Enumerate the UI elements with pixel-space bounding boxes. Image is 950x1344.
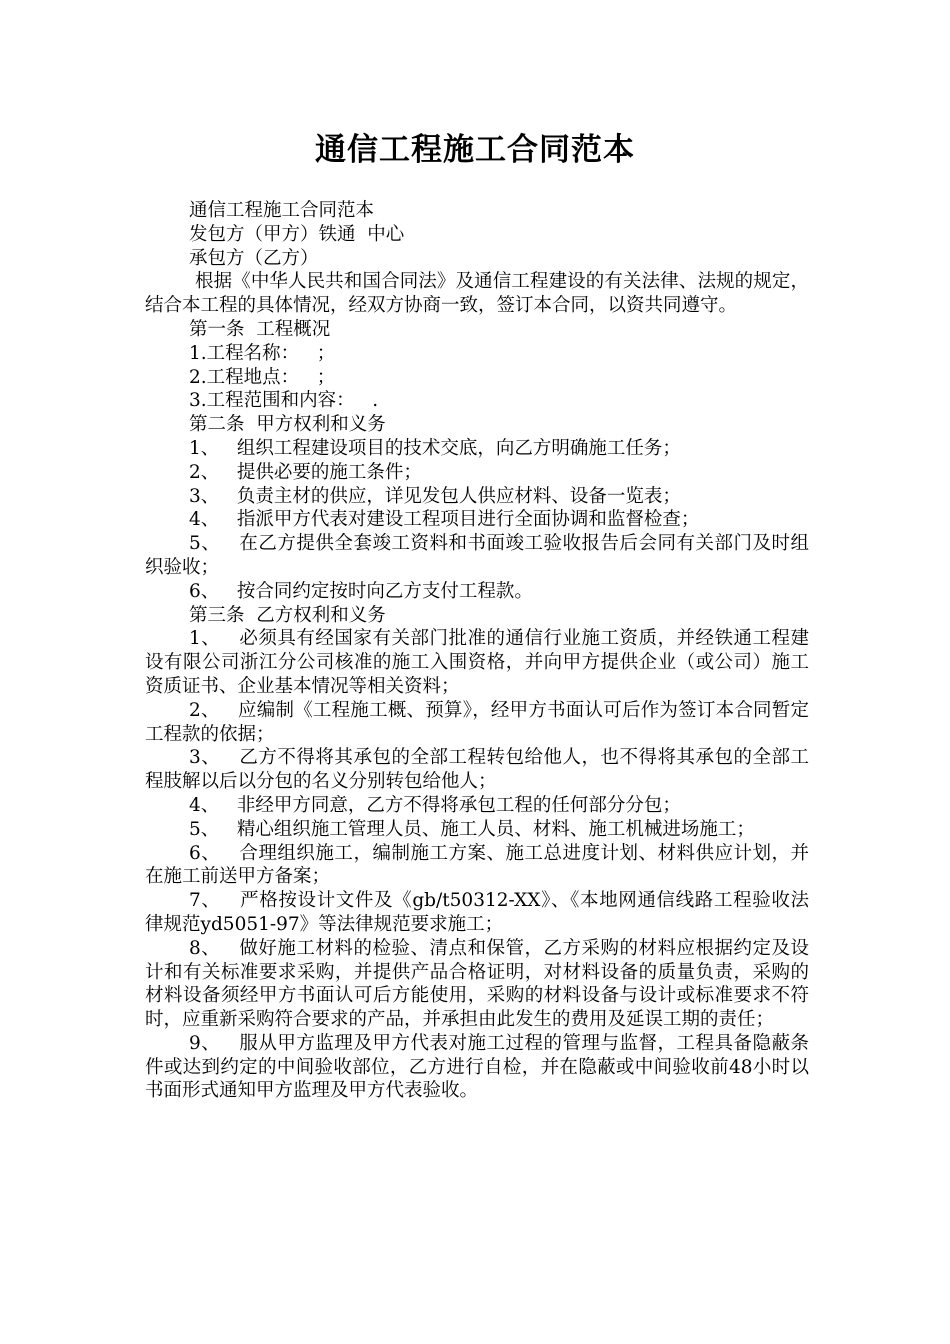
paragraph: 1.工程名称： ； — [189, 342, 336, 364]
section-heading: 第三条 乙方权利和义务 — [189, 604, 386, 626]
paragraph: 根据《中华人民共和国合同法》及通信工程建设的有关法律、法规的规定，结合本工程的具体情况，经双方协商一致，签订本合同，以资共同遵守。 — [145, 271, 809, 317]
list-item: 9、 服从甲方监理及甲方代表对施工过程的管理与监督，工程具备隐蔽条件或达到约定的中间验收部位，乙方进行自检，并在隐蔽或中间验收前48小时以书面形式通知甲方监理及甲方代表验收。 — [145, 1032, 809, 1102]
list-item: 2、 应编制《工程施工概、预算》，经甲方书面认可后作为签订本合同暂定工程款的依据； — [145, 699, 809, 745]
paragraph: 3.工程范围和内容： . — [189, 390, 379, 412]
list-item: 8、 做好施工材料的检验、清点和保管，乙方采购的材料应根据约定及设计和有关标准要求采购，并提供产品合格证明，对材料设备的质量负责，采购的材料设备须经甲方书面认可后方能使用，采购的材料设备与设计或标准要求不符时，应重新采购符合要求的产品，并承担由此发生的费用及延误工期的责任； — [145, 937, 809, 1031]
list-item: 7、 严格按设计文件及《gb/t50312-XX》、《本地网通信线路工程验收法律规范yd5051-97》等法律规范要求施工； — [145, 890, 809, 935]
document-title: 通信工程施工合同范本 — [315, 132, 635, 168]
paragraph: 通信工程施工合同范本 — [189, 200, 375, 221]
list-item: 5、 精心组织施工管理人员、施工人员、材料、施工机械进场施工； — [189, 818, 755, 840]
list-item: 6、 按合同约定按时向乙方支付工程款。 — [189, 580, 533, 602]
list-item: 4、 非经甲方同意，乙方不得将承包工程的任何部分分包； — [189, 794, 681, 816]
list-item: 5、 在乙方提供全套竣工资料和书面竣工验收报告后会同有关部门及时组织验收； — [145, 533, 809, 578]
list-item: 3、 乙方不得将其承包的全部工程转包给他人，也不得将其承包的全部工程肢解以后以分包的名义分别转包给他人； — [145, 747, 809, 793]
list-item: 1、 组织工程建设项目的技术交底，向乙方明确施工任务； — [189, 437, 681, 459]
list-item: 6、 合理组织施工，编制施工方案、施工总进度计划、材料供应计划，并在施工前送甲方备案； — [145, 842, 809, 888]
section-heading: 第二条 甲方权利和义务 — [189, 414, 386, 436]
list-item: 3、 负责主材的供应，详见发包人供应材料、设备一览表； — [189, 485, 681, 507]
document-body — [145, 199, 809, 1103]
list-item: 2、 提供必要的施工条件； — [189, 461, 422, 483]
paragraph: 发包方（甲方）铁通 中心 — [189, 223, 405, 245]
list-item: 1、 必须具有经国家有关部门批准的通信行业施工资质，并经铁通工程建设有限公司浙江分公司核准的施工入围资格，并向甲方提供企业（或公司）施工资质证书、企业基本情况等相关资料； — [145, 628, 809, 697]
paragraph: 2.工程地点： ； — [189, 366, 336, 388]
list-item: 4、 指派甲方代表对建设工程项目进行全面协调和监督检查； — [189, 509, 700, 531]
paragraph: 承包方（乙方） — [189, 247, 319, 269]
section-heading: 第一条 工程概况 — [189, 318, 331, 340]
